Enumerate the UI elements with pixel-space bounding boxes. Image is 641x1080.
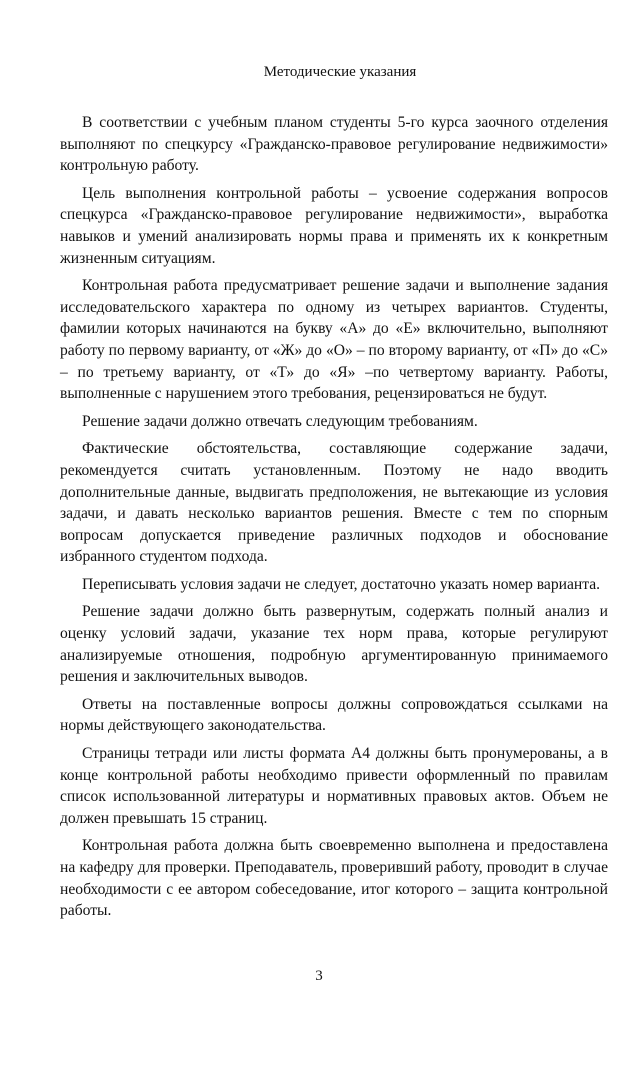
paragraph-goal: Цель выполнения контрольной работы – усвоение содержания вопросов спецкурса «Гражданско-правовое регулирование недвижимости», выработка навыков и умений анализировать нормы права и применять их к конкретным жизненным ситуациям. <box>60 184 608 267</box>
page-title: Методические указания <box>263 64 417 80</box>
paragraph-variants: Контрольная работа предусматривает решение задачи и выполнение задания исследовательского характера по одному из четырех вариантов. Студенты, фамилии которых начинаются на букву «А» до «Е» включительно, выполняют работу по первому варианту, от «Ж» до «О» – по второму варианту, от «П» до «С» – по третьему варианту, от «Т» до «Я» –по четвертому варианту. Работы, выполненные с нарушением этого требования, рецензироваться не будут. <box>60 277 608 403</box>
paragraph-solution: Решение задачи должно быть развернутым, содержать полный анализ и оценку условий задачи, указание тех норм права, которые регулируют анализируемые отношения, подробную аргументированную принимаемого решения и заключительных выводов. <box>60 603 608 686</box>
page-number: 3 <box>315 968 323 984</box>
paragraph-requirements: Решение задачи должно отвечать следующим требованиям. <box>82 412 478 430</box>
paragraph-submission: Контрольная работа должна быть своевременно выполнена и предоставлена на кафедру для проверки. Преподаватель, проверивший работу, проводит в случае необходимости с ее автором собеседование, итог которого – защита контрольной работы. <box>60 837 608 920</box>
document-page <box>60 0 608 1080</box>
paragraph-format: Страницы тетради или листы формата А4 должны быть пронумерованы, а в конце контрольной работы необходимо привести оформленный по правилам список использованной литературы и нормативных правовых актов. Объем не должен превышать 15 страниц. <box>60 745 608 827</box>
document-body <box>60 112 608 928</box>
paragraph-no-copy: Переписывать условия задачи не следует, достаточно указать номер варианта. <box>82 575 601 593</box>
paragraph-references: Ответы на поставленные вопросы должны сопровождаться ссылками на нормы действующего законодательства. <box>60 695 608 735</box>
paragraph-intro: В соответствии с учебным планом студенты 5-го курса заочного отделения выполняют по спецкурсу «Гражданско-правовое регулирование недвижимости» контрольную работу. <box>60 114 608 175</box>
paragraph-facts: Фактические обстоятельства, составляющие содержание задачи, рекомендуется считать установленным. Поэтому не надо вводить дополнительные данные, выдвигать предположения, не вытекающие из условия задачи, и давать несколько вариантов решения. Вместе с тем по спорным вопросам допускается приведение различных подходов и обоснование избранного студентом подхода. <box>60 440 608 566</box>
